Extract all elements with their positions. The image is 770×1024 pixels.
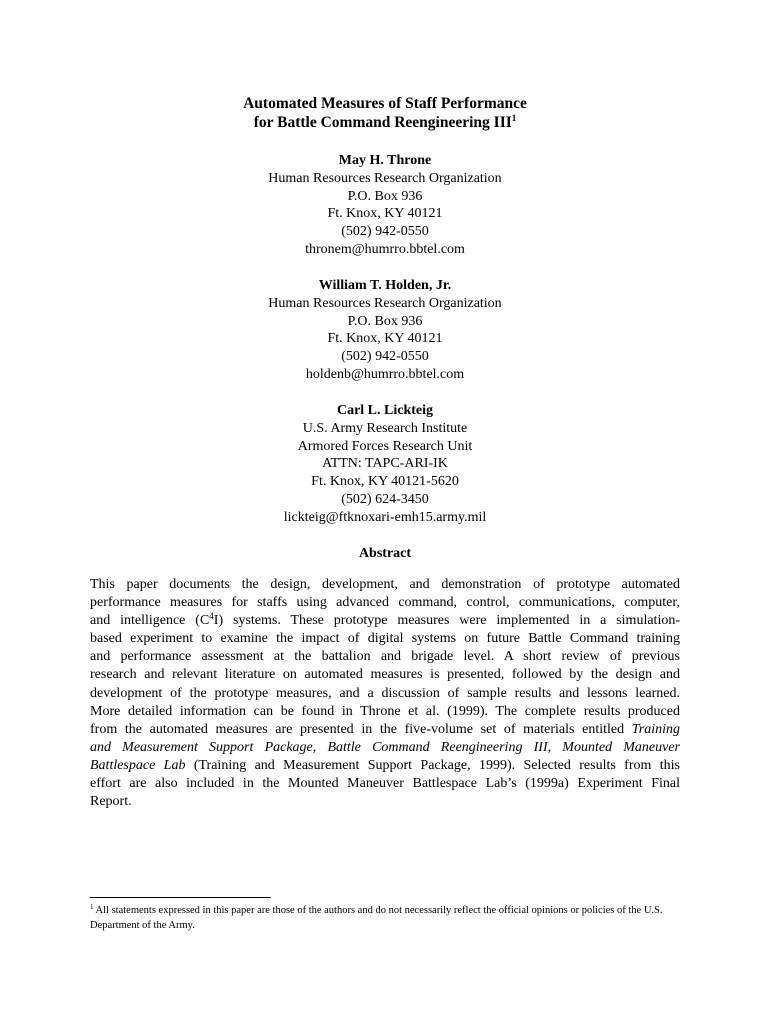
footnote-divider — [90, 897, 271, 898]
abstract-line: More detailed information can be found in Throne et al. (1999). The complete results produced — [90, 703, 680, 719]
abstract-line — [90, 739, 680, 757]
paper-title — [0, 94, 770, 132]
author-address: P.O. Box 936 — [347, 188, 423, 204]
title-footnote-marker: 1 — [511, 113, 517, 123]
author-affiliation: Human Resources Research Organization — [268, 295, 502, 311]
abstract-line: and performance assessment at the battalion and brigade level. A short review of previous — [90, 649, 680, 665]
author-block-3 — [0, 402, 770, 527]
author-phone: (502) 942-0550 — [341, 224, 429, 240]
italic-title: and Measurement Support Package, Battle Command Reengineering III, Mounted Maneuver — [90, 739, 680, 755]
abstract-line: effort are also included in the Mounted Maneuver Battlespace Lab’s (1999a) Experiment Final — [90, 776, 680, 792]
author-block-1 — [0, 152, 770, 259]
abstract-line: development of the prototype measures, and a discussion of sample results and lessons learned. — [90, 685, 680, 701]
author-address: P.O. Box 936 — [347, 313, 423, 329]
abstract-line: performance measures for staffs using advanced command, control, communications, computer, — [90, 595, 680, 611]
author-block-2 — [0, 277, 770, 384]
author-email: thronem@humrro.bbtel.com — [305, 241, 465, 257]
author-city: Ft. Knox, KY 40121 — [327, 206, 443, 222]
title-line-2 — [0, 113, 770, 132]
author-affiliation: Human Resources Research Organization — [268, 170, 502, 186]
italic-title: Battlespace Lab — [90, 757, 186, 773]
abstract-line: from the automated measures are presented in the five-volume set of materials entitled Training — [90, 721, 680, 737]
abstract-line: This paper documents the design, development, and demonstration of prototype automated — [90, 577, 680, 592]
abstract-line: research and relevant literature on automated measures is presented, followed by the design and — [90, 667, 680, 683]
author-phone: (502) 624-3450 — [341, 491, 429, 507]
footnote-text: All statements expressed in this paper are those of the authors and do not necessarily reflect the official opinions or policies of the U.S. Department of the Army. — [90, 905, 663, 931]
author-name: Carl L. Lickteig — [336, 403, 434, 418]
author-unit: Armored Forces Research Unit — [297, 438, 473, 454]
author-email: holdenb@humrro.bbtel.com — [305, 366, 465, 382]
title-line-2-text: for Battle Command Reengineering III — [253, 114, 512, 131]
author-city: Ft. Knox, KY 40121-5620 — [311, 474, 459, 490]
footnote-marker: 1 — [90, 903, 94, 911]
author-email: lickteig@ftknoxari-emh15.army.mil — [283, 509, 487, 525]
abstract-line: based experiment to examine the impact of digital systems on future Battle Command training — [90, 631, 680, 647]
abstract-body — [90, 576, 680, 811]
footnote — [90, 903, 680, 933]
abstract-heading: Abstract — [358, 546, 412, 561]
author-attn: ATTN: TAPC-ARI-IK — [322, 456, 448, 472]
abstract-line: Battlespace Lab (Training and Measurement Support Package, 1999). Selected results from this — [90, 757, 680, 773]
abstract-line: and intelligence $(C^4I)$ systems. These prototype measures were implemented in a simulation- — [90, 611, 680, 629]
author-city: Ft. Knox, KY 40121 — [327, 331, 443, 347]
title-line-1: Automated Measures of Staff Performance — [243, 95, 527, 112]
italic-title: Training — [631, 721, 680, 737]
author-phone: (502) 942-0550 — [341, 349, 429, 365]
superscript: 4 — [209, 611, 214, 622]
abstract-line: Report. — [90, 794, 132, 810]
author-name: May H. Throne — [338, 153, 432, 168]
author-institution: U.S. Army Research Institute — [302, 420, 468, 436]
author-name: William T. Holden, Jr. — [318, 278, 452, 293]
